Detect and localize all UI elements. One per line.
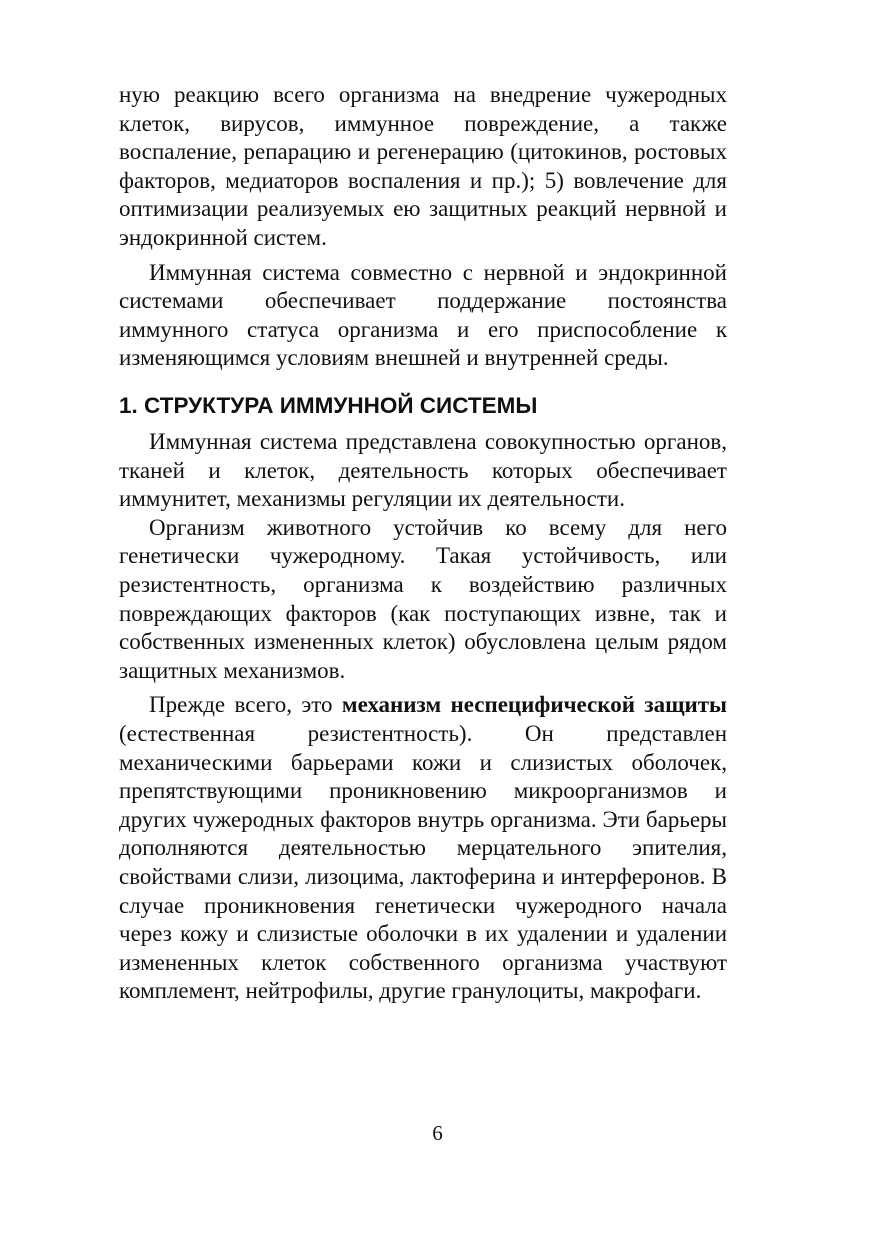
- section-paragraph-1: Иммунная система представлена совокупностью органов, тканей и клеток, деятельность которых обеспечивает иммунитет, механизмы регуляции их деятельности.: [119, 429, 727, 512]
- top-text-block: [119, 81, 727, 373]
- section-paragraph-2: Организм животного устойчив ко всему для него генетически чужеродному. Такая устойчивость, или резистентность, организма к воздействию различных повреждающих факторов (как поступающих извне, так и собственных измененных клеток) обусловлена целым рядом защитных механизмов.: [119, 514, 727, 683]
- page-number: 6: [432, 1121, 443, 1145]
- section-text-block: [119, 428, 727, 1006]
- intro-paragraph: Иммунная система совместно с нервной и эндокринной системами обеспечивает поддержание постоянства иммунного статуса организма и его приспособление к изменяющимся условиям внешней и внутренней среды.: [119, 259, 727, 371]
- nonspecific-defense-term: механизм неспецифической защиты: [341, 692, 727, 718]
- paragraph-3-intro: Прежде всего, это: [149, 692, 342, 718]
- section-paragraph-3: [119, 691, 727, 1006]
- continuation-paragraph: ную реакцию всего организма на внедрение чужеродных клеток, вирусов, иммунное повреждение, а также воспаление, репарацию и регенерацию (цитокинов, ростовых факторов, медиаторов воспаления и пр.); 5) вовлечение для оптимизации реализуемых ею защитных реакций нервной и эндокринной систем.: [119, 82, 727, 250]
- section-heading: 1. СТРУКТУРА ИММУННОЙ СИСТЕМЫ: [119, 393, 538, 418]
- paragraph-3-body: (естественная резистентность). Он представлен механическими барьерами кожи и слизистых оболочек, препятствующими проникновению микроорганизмов и других чужеродных факторов внутрь организма. Эти барьеры дополняются деятельностью мерцательного эпителия, свойствами слизи, лизоцима, лактоферина и интерферонов. В случае проникновения генетически чужеродного начала через кожу и слизистые оболочки в их удалении и удалении измененных клеток собственного организма участвуют комплемент, нейтрофилы, другие гранулоциты, макрофаги.: [119, 720, 727, 1004]
